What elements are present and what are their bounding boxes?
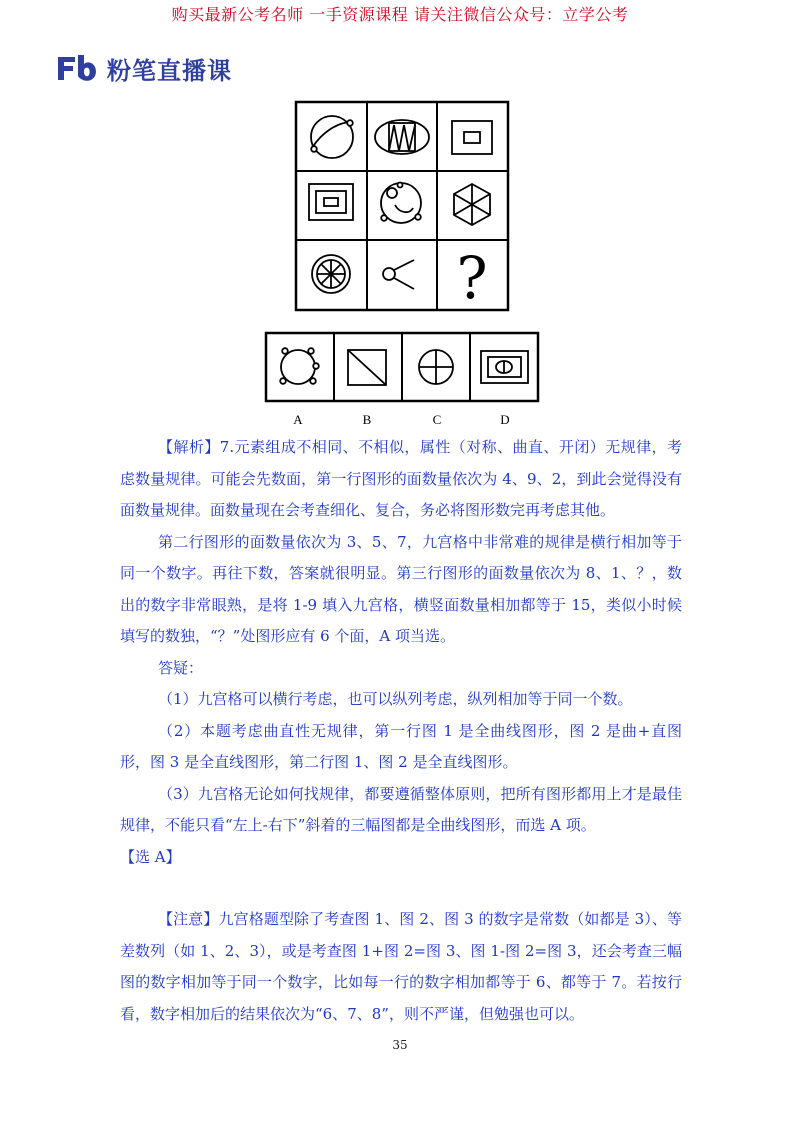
option-a-label: A (293, 412, 303, 427)
logo-text: 粉笔直播课 (107, 56, 232, 85)
option-b-figure (348, 350, 386, 385)
row-two-paragraph: 第二行图形的面数量依次为 3、5、7，九宫格中非常难的规律是横行相加等于同一个数字。再往下数，答案就很明显。第三行图形的面数量依次为 8、1、？，数出的数字非常眼熟，是将 1-9 填入九宫格，横竖面数量相加都等于 15，类似小时候填写的数独，“？”处图形应有 6 个面，A 项当选。 (120, 532, 682, 645)
qa-heading: 答疑： (158, 658, 204, 677)
note-paragraph: 【注意】九宫格题型除了考查图 1、图 2、图 3 的数字是常数（如都是 3）、等差数列（如 1、2、3），或是考查图 1+图 2=图 3、图 1-图 2=图 3，还会考查三幅图的数字相加等于同一个数字，比如每一行的数字相加都等于 6、都等于 7。若按行看，数字相加后的结果依次为“6、7、8”，则不严谨，但勉强也可以。 (120, 910, 682, 1023)
page-number: 35 (392, 1038, 408, 1052)
cell-7-figure (312, 255, 350, 293)
cell-6-figure (454, 184, 490, 225)
cell-2-figure (375, 120, 429, 154)
option-d-figure (481, 351, 528, 383)
option-c-label: C (432, 412, 442, 427)
option-c-figure (419, 350, 453, 384)
option-b-label: B (362, 412, 372, 427)
top-banner: 购买最新公考名师 一手资源课程 请关注微信公众号：立学公考 (171, 5, 629, 24)
option-d-label: D (500, 412, 510, 427)
option-a-figure (280, 348, 319, 384)
cell-5-figure (381, 183, 421, 224)
qa-item-2: （2）本题考虑曲直性无规律，第一行图 1 是全曲线图形，图 2 是曲+直图形，图 3 是全直线图形，第二行图 1、图 2 是全直线图形。 (120, 721, 682, 771)
puzzle-figure (0, 0, 800, 432)
cell-4-figure (309, 184, 353, 220)
explanation-text (120, 432, 682, 1030)
qa-item-3: （3）九宫格无论如何找规律，都要遵循整体原则，把所有图形都用上才是最佳规律，不能只看“左上-右下”斜着的三幅图都是全曲线图形，而选 A 项。 (120, 784, 682, 834)
answer-label: 【选 A】 (120, 847, 181, 866)
cell-8-figure (383, 260, 414, 289)
question-mark: ? (456, 244, 488, 312)
qa-item-1: （1）九宫格可以横行考虑，也可以纵列考虑，纵列相加等于同一个数。 (158, 690, 633, 708)
cell-3-figure (452, 121, 492, 154)
analysis-paragraph: 【解析】7.元素组成不相同、不相似，属性（对称、曲直、开闭）无规律，考虑数量规律。可能会先数面，第一行图形的面数量依次为 4、9、2，到此会觉得没有面数量规律。面数量现在会考查细化、复合，务必将图形数完再考虑其他。 (120, 438, 682, 519)
cell-1-figure (311, 116, 353, 158)
